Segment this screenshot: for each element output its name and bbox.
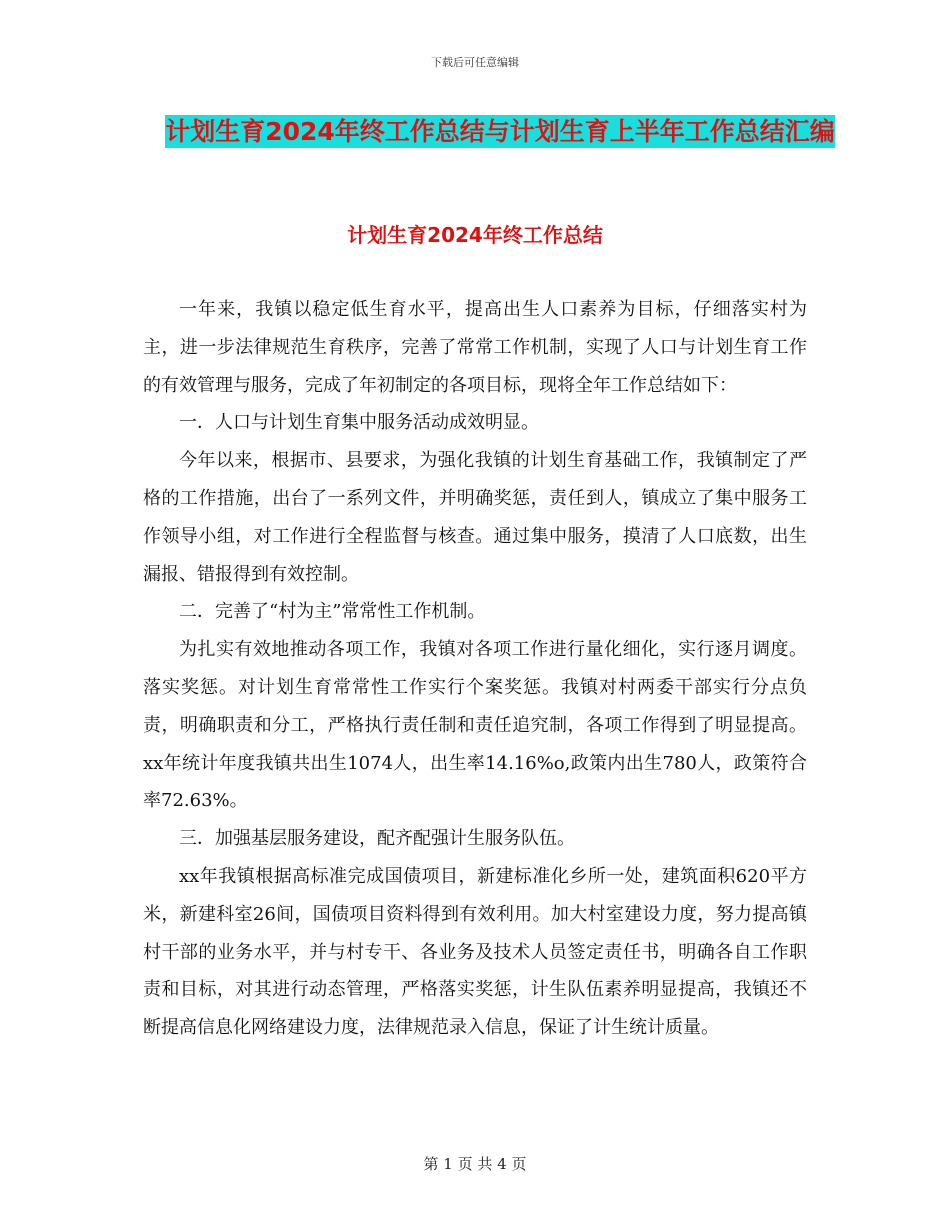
section-title: 计划生育2024年终工作总结	[347, 223, 603, 247]
paragraph-body-3: xx年我镇根据高标准完成国债项目，新建标准化乡所一处，建筑面积620平方米，新建科室26间，国债项目资料得到有效利用。加大村室建设力度，努力提高镇村干部的业务水平，并与村专干、各业务及技术人员签定责任书，明确各自工作职责和目标，对其进行动态管理，严格落实奖惩，计生队伍素养明显提高，我镇还不断提高信息化网络建设力度，法律规范录入信息，保证了计生统计质量。	[143, 865, 807, 1039]
paragraph-heading-3: 三．加强基层服务建设，配齐配强计生服务队伍。	[179, 828, 575, 850]
document-title-text: 计划生育2024年终工作总结与计划生育上半年工作总结汇编	[165, 117, 835, 146]
paragraph-heading-1: 一．人口与计划生育集中服务活动成效明显。	[179, 412, 539, 434]
paragraph-body-2: 为扎实有效地推动各项工作，我镇对各项工作进行量化细化，实行逐月调度。落实奖惩。对计划生育常常性工作实行个案奖惩。我镇对村两委干部实行分点负责，明确职责和分工，严格执行责任制和责任追究制，各项工作得到了明显提高。xx年统计年度我镇共出生1074人，出生率14.16%o,政策内出生780人，政策符合率72.63%。	[143, 639, 807, 812]
document-title	[150, 108, 850, 156]
page-footer: 第 1 页 共 4 页	[423, 1155, 527, 1173]
paragraph-intro: 一年来，我镇以稳定低生育水平，提高出生人口素养为目标，仔细落实村为主，进一步法律规范生育秩序，完善了常常工作机制，实现了人口与计划生育工作的有效管理与服务，完成了年初制定的各项目标，现将全年工作总结如下：	[143, 299, 807, 396]
paragraph-heading-2: 二．完善了“村为主”常常性工作机制。	[179, 601, 486, 623]
paragraph-body-1: 今年以来，根据市、县要求，为强化我镇的计划生育基础工作，我镇制定了严格的工作措施，出台了一系列文件，并明确奖惩，责任到人，镇成立了集中服务工作领导小组，对工作进行全程监督与核查。通过集中服务，摸清了人口底数，出生漏报、错报得到有效控制。	[143, 450, 807, 585]
document-body	[143, 291, 807, 1047]
header-note: 下载后可任意编辑	[431, 56, 519, 69]
